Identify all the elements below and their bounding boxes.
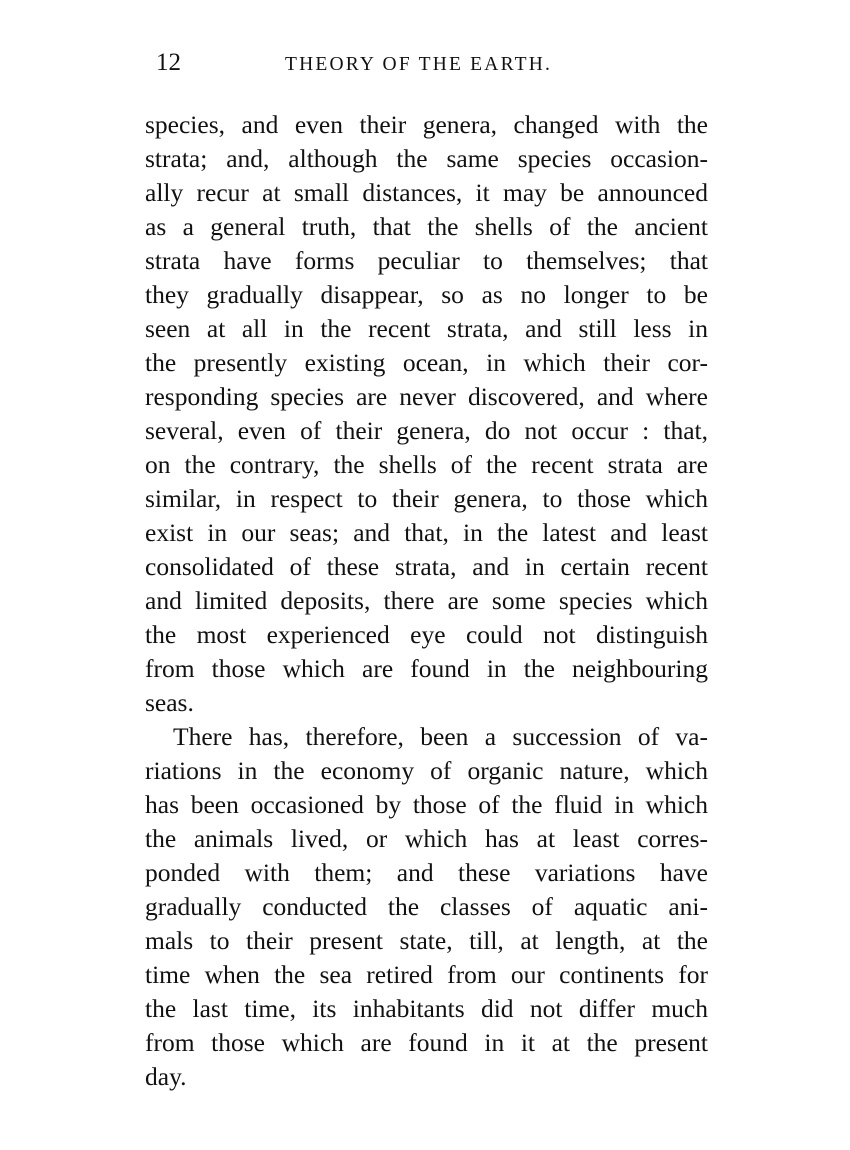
running-head [148,48,708,78]
text-line: ally recur at small distances, it may be announced [145,178,708,207]
text-line: as a general truth, that the shells of the ancient [145,212,708,241]
text-line: time when the sea retired from our continents for [145,960,708,989]
text-line: and limited deposits, there are some species which [145,586,708,615]
text-line: mals to their present state, till, at length, at the [145,926,708,955]
text-line: day. [145,1062,187,1091]
text-line: exist in our seas; and that, in the latest and least [145,518,708,547]
text-line: the last time, its inhabitants did not differ much [145,994,708,1023]
running-title: THEORY OF THE EARTH. [285,54,553,75]
text-line: gradually conducted the classes of aquatic ani- [145,892,708,921]
text-line: strata; and, although the same species occasion- [145,144,708,173]
text-line: several, even of their genera, do not occur : that, [145,416,708,445]
text-line: seas. [145,688,194,717]
text-line: from those which are found in it at the present [145,1028,708,1057]
text-line: ponded with them; and these variations have [145,858,708,887]
text-line: riations in the economy of organic nature, which [145,756,708,785]
text-line: strata have forms peculiar to themselves; that [145,246,708,275]
text-line: similar, in respect to their genera, to those which [145,484,708,513]
text-line: There has, therefore, been a succession of va- [173,722,708,751]
text-line: the animals lived, or which has at least corres- [145,824,708,853]
text-line: species, and even their genera, changed with the [145,110,708,139]
text-line: on the contrary, the shells of the recent strata are [145,450,708,479]
text-line: responding species are never discovered, and where [145,382,708,411]
text-line: consolidated of these strata, and in certain recent [145,552,708,581]
body-text [145,108,708,1094]
text-line: seen at all in the recent strata, and still less in [145,314,708,343]
text-line: has been occasioned by those of the fluid in which [145,790,708,819]
page-number: 12 [156,49,181,76]
text-line: from those which are found in the neighbouring [145,654,708,683]
text-line: they gradually disappear, so as no longer to be [145,280,708,309]
text-line: the presently existing ocean, in which their cor- [145,348,708,377]
paragraph-2 [145,720,708,1094]
paragraph-1 [145,108,708,720]
text-line: the most experienced eye could not distinguish [145,620,708,649]
